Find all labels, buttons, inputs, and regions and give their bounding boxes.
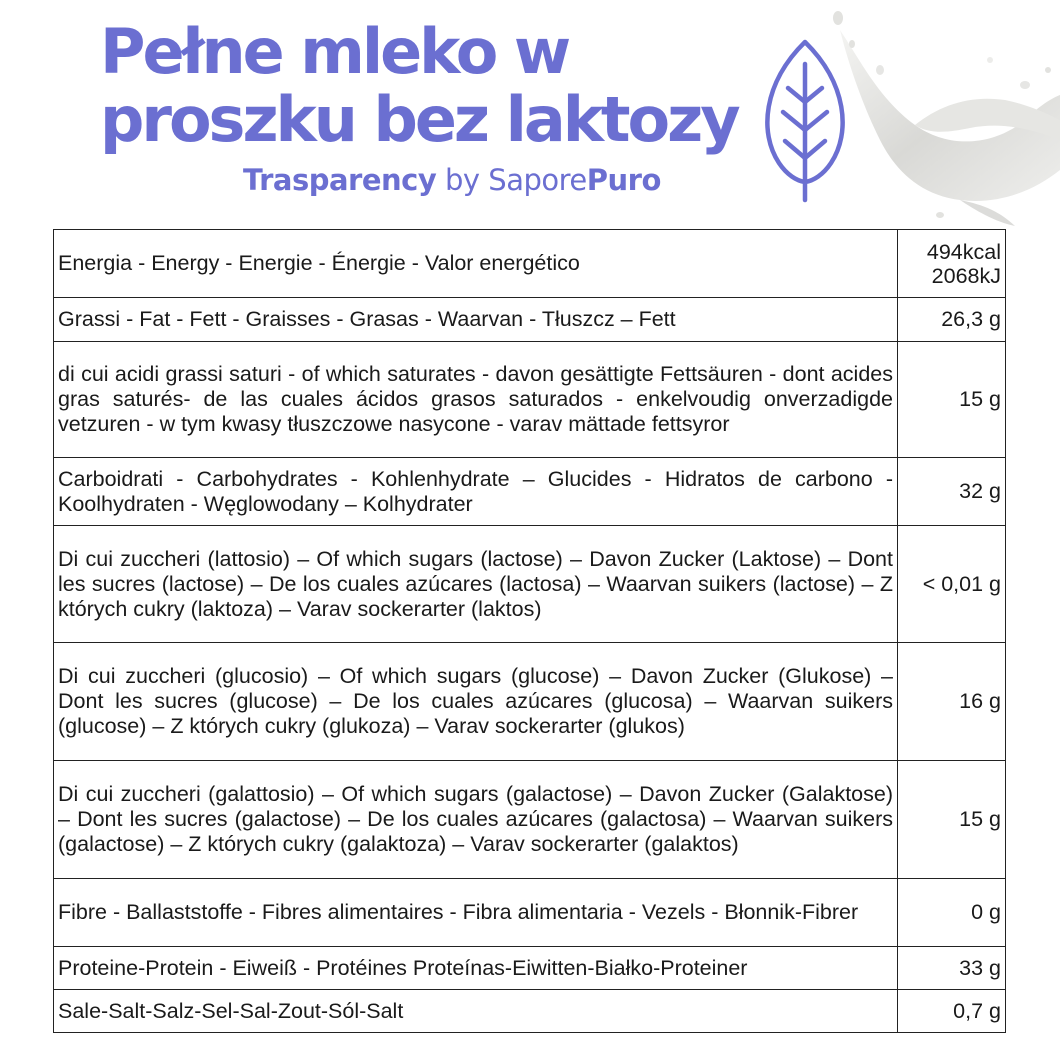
table-row-sugars-lactose [54, 526, 1006, 643]
row-value: 26,3 g [898, 298, 1006, 342]
table-row-fat [54, 298, 1006, 342]
row-label: Di cui zuccheri (glucosio) – Of which sugars (glucose) – Davon Zucker (Glukose) – Dont les sucres (glucose) – De los cuales azúcares (glucosa) – Waarvan suikers (glucose) – Z których cukry (glukoza) – Varav sockerarter (glukos) [54, 643, 898, 761]
row-value: 33 g [898, 947, 1006, 990]
table-row-energy [54, 230, 1006, 298]
row-label: Proteine-Protein - Eiweiß - Protéines Proteínas-Eiwitten-Białko-Proteiner [54, 947, 898, 990]
row-value: 0 g [898, 879, 1006, 947]
row-label: Sale-Salt-Salz-Sel-Sal-Zout-Sól-Salt [54, 990, 898, 1033]
row-label: Energia - Energy - Energie - Énergie - Valor energético [54, 230, 898, 298]
title-line-2: proszku bez laktozy [100, 83, 738, 156]
row-label: Grassi - Fat - Fett - Graisses - Grasas - Waarvan - Tłuszcz – Fett [54, 298, 898, 342]
brand-puro: Puro [586, 163, 661, 197]
row-label: Di cui zuccheri (galattosio) – Of which sugars (galactose) – Davon Zucker (Galaktose) – Dont les sucres (galactose) – De los cuales azúcares (galactosa) – Waarvan suikers (galactose) – Z których cukry (galaktoza) – Varav sockerarter (galaktos) [54, 761, 898, 879]
energy-kcal: 494kcal [926, 239, 1001, 264]
table-row-carbohydrates [54, 458, 1006, 526]
table-row-sugars-glucose [54, 643, 1006, 761]
table-row-protein [54, 947, 1006, 990]
table-row-salt [54, 990, 1006, 1033]
brand-by: by [445, 163, 480, 197]
table-row-saturates [54, 342, 1006, 458]
brand-trasparency: Trasparency [243, 163, 437, 197]
brand-line [243, 163, 661, 197]
row-value [898, 230, 1006, 298]
row-value: 15 g [898, 342, 1006, 458]
row-value: < 0,01 g [898, 526, 1006, 643]
row-value: 32 g [898, 458, 1006, 526]
header [0, 0, 1060, 225]
row-label: Carboidrati - Carbohydrates - Kohlenhydrate – Glucides - Hidratos de carbono - Koolhydraten - Węglowodany – Kolhydrater [54, 458, 898, 526]
row-label: di cui acidi grassi saturi - of which saturates - davon gesättigte Fettsäuren - dont acides gras saturés- de las cuales ácidos grasos saturados - enkelvoudig onverzadigde vetzuren - w tym kwasy tłuszczowe nasycone - varav mättade fettsyror [54, 342, 898, 458]
row-value: 16 g [898, 643, 1006, 761]
energy-kj: 2068kJ [931, 263, 1001, 288]
nutrition-table [53, 229, 1006, 1033]
product-title [100, 15, 760, 156]
title-line-1: Pełne mleko w [100, 15, 569, 88]
table-row-fibre [54, 879, 1006, 947]
brand-sapore: Sapore [488, 163, 587, 197]
table-row-sugars-galactose [54, 761, 1006, 879]
row-label: Di cui zuccheri (lattosio) – Of which sugars (lactose) – Davon Zucker (Laktose) – Dont les sucres (lactose) – De los cuales azúcares (lactosa) – Waarvan suikers (lactose) – Z których cukry (laktoza) – Varav sockerarter (laktos) [54, 526, 898, 643]
milk-splash-image [820, 0, 1060, 230]
row-label: Fibre - Ballaststoffe - Fibres alimentaires - Fibra alimentaria - Vezels - Błonnik-Fibrer [54, 879, 898, 947]
row-value: 0,7 g [898, 990, 1006, 1033]
row-value: 15 g [898, 761, 1006, 879]
